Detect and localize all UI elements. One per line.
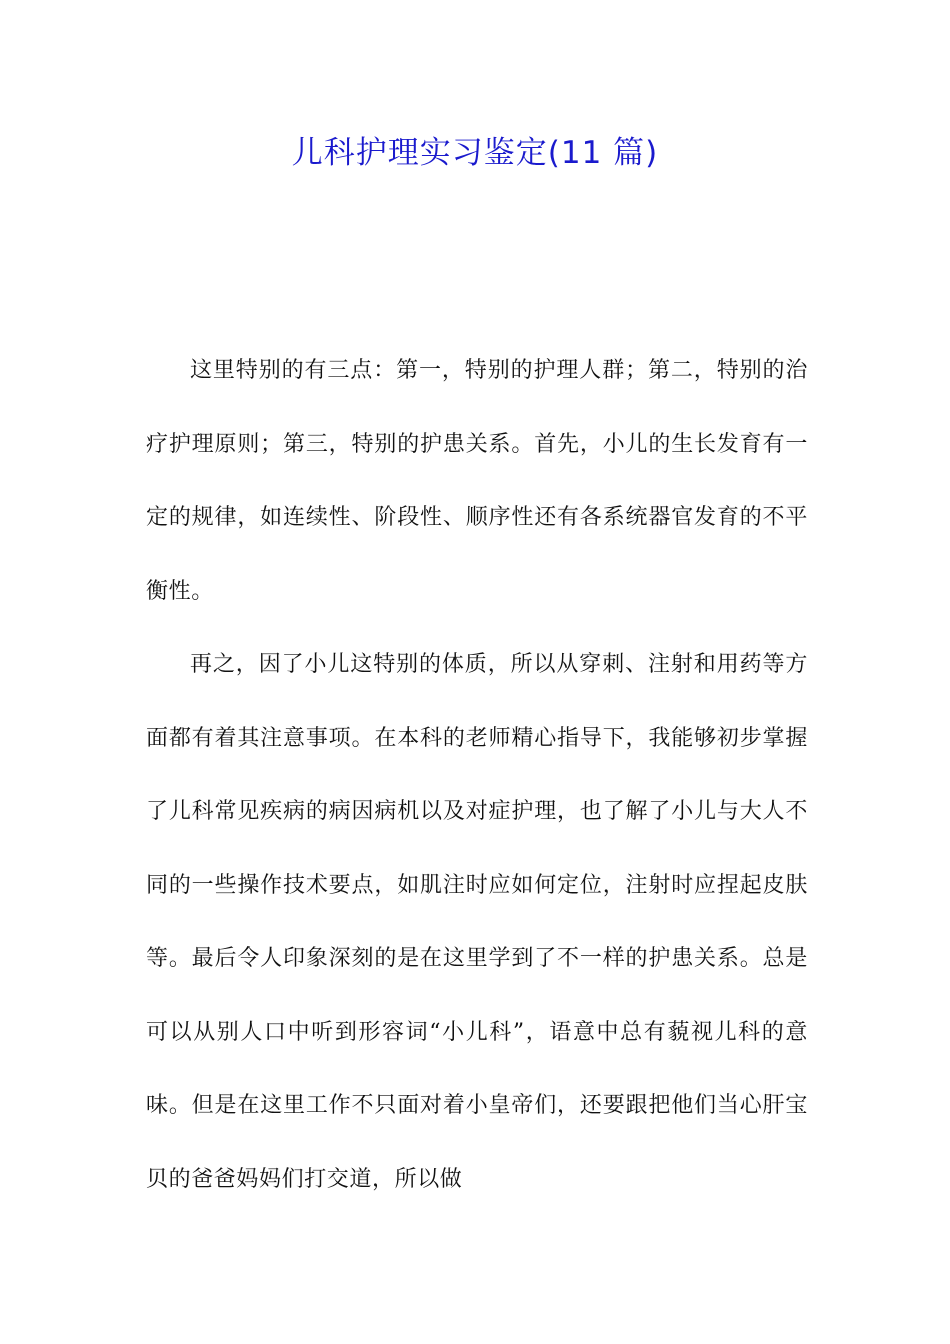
document-body — [146, 334, 808, 1216]
document-title: 儿科护理实习鉴定(11 篇) — [291, 135, 659, 171]
paragraph-1: 这里特别的有三点：第一，特别的护理人群；第二，特别的治疗护理原则；第三，特别的护患关系。首先，小儿的生长发育有一定的规律，如连续性、阶段性、顺序性还有各系统器官发育的不平衡性。 — [146, 358, 808, 604]
paragraph-2: 再之，因了小儿这特别的体质，所以从穿刺、注射和用药等方面都有着其注意事项。在本科的老师精心指导下，我能够初步掌握了儿科常见疾病的病因病机以及对症护理，也了解了小儿与大人不同的一些操作技术要点，如肌注时应如何定位，注射时应捏起皮肤等。最后令人印象深刻的是在这里学到了不一样的护患关系。总是可以从别人口中听到形容词“小儿科”，语意中总有藐视儿科的意味。但是在这里工作不只面对着小皇帝们，还要跟把他们当心肝宝贝的爸爸妈妈们打交道，所以做 — [146, 652, 808, 1192]
